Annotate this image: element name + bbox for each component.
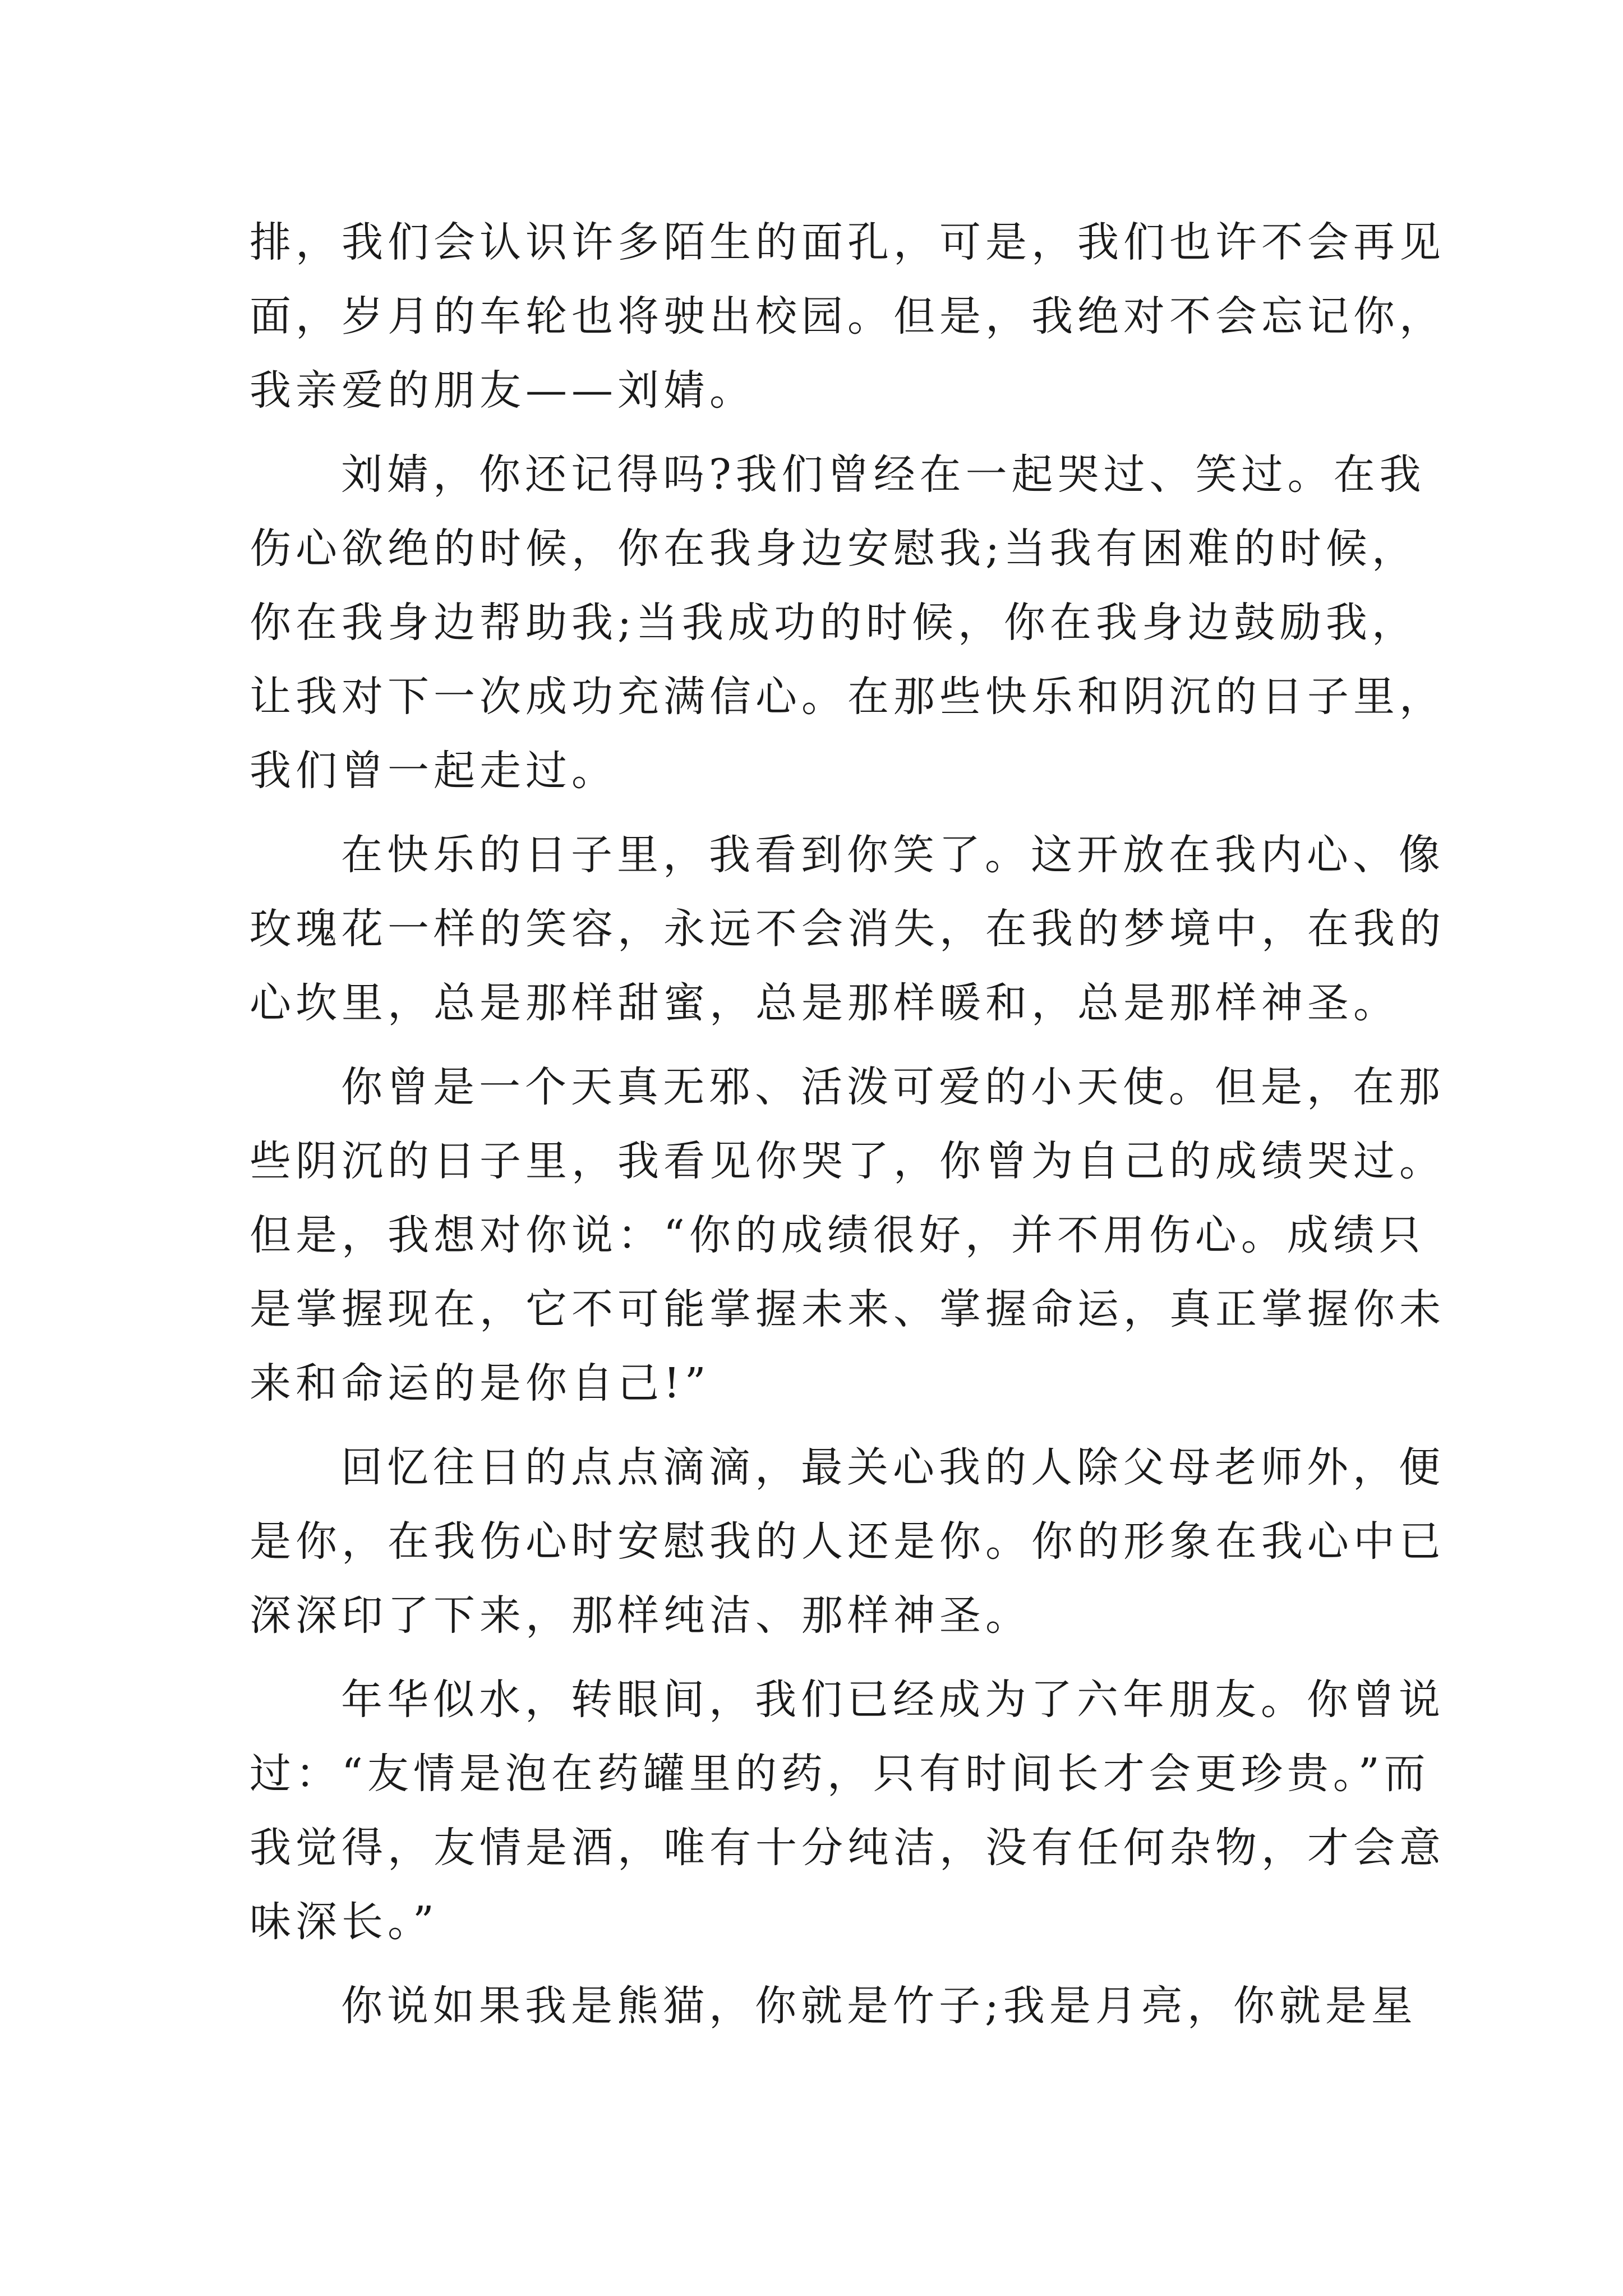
text-line: 来和命运的是你自己!” <box>250 1359 711 1407</box>
paragraph-first-line: 回忆往日的点点滴滴，最关心我的人除父母老师外，便 <box>341 1443 1445 1492</box>
paragraph-first-line: 刘婧，你还记得吗?我们曾经在一起哭过、笑过。在我 <box>341 450 1426 499</box>
paragraph-first-line: 你说如果我是熊猫，你就是竹子;我是月亮，你就是星 <box>341 1982 1417 2030</box>
text-line: 是你，在我伤心时安慰我的人还是你。你的形象在我心中已 <box>250 1517 1445 1566</box>
text-line: 但是，我想对你说：“你的成绩很好，并不用伤心。成绩只 <box>250 1211 1425 1259</box>
text-line: 深深印了下来，那样纯洁、那样神圣。 <box>250 1591 1031 1640</box>
text-line: 玫瑰花一样的笑容，永远不会消失，在我的梦境中，在我的 <box>250 905 1445 953</box>
text-line: 面，岁月的车轮也将驶出校园。但是，我绝对不会忘记你， <box>250 292 1445 341</box>
text-line: 心坎里，总是那样甜蜜，总是那样暖和，总是那样神圣。 <box>250 979 1399 1027</box>
text-line: 让我对下一次成功充满信心。在那些快乐和阴沉的日子里， <box>250 673 1445 721</box>
text-line: 味深长。” <box>250 1898 439 1946</box>
text-line: 我们曾一起走过。 <box>250 747 617 795</box>
text-line: 是掌握现在，它不可能掌握未来、掌握命运，真正掌握你未 <box>250 1285 1445 1333</box>
text-line: 我亲爱的朋友——刘婧。 <box>250 366 755 415</box>
paragraph-first-line: 年华似水，转眼间，我们已经成为了六年朋友。你曾说 <box>341 1676 1445 1724</box>
text-line: 我觉得，友情是酒，唯有十分纯洁，没有任何杂物，才会意 <box>250 1824 1445 1872</box>
text-line: 你在我身边帮助我;当我成功的时候，你在我身边鼓励我， <box>250 599 1418 647</box>
text-line: 过：“友情是泡在药罐里的药，只有时间长才会更珍贵。”而 <box>250 1750 1430 1798</box>
text-line: 伤心欲绝的时候，你在我身边安慰我;当我有困难的时候， <box>250 524 1418 573</box>
text-line: 些阴沉的日子里，我看见你哭了，你曾为自己的成绩哭过。 <box>250 1137 1445 1185</box>
text-line: 排，我们会认识许多陌生的面孔，可是，我们也许不会再见 <box>250 218 1445 266</box>
paragraph-first-line: 你曾是一个天真无邪、活泼可爱的小天使。但是，在那 <box>341 1063 1445 1111</box>
paragraph-first-line: 在快乐的日子里，我看到你笑了。这开放在我内心、像 <box>341 831 1445 879</box>
